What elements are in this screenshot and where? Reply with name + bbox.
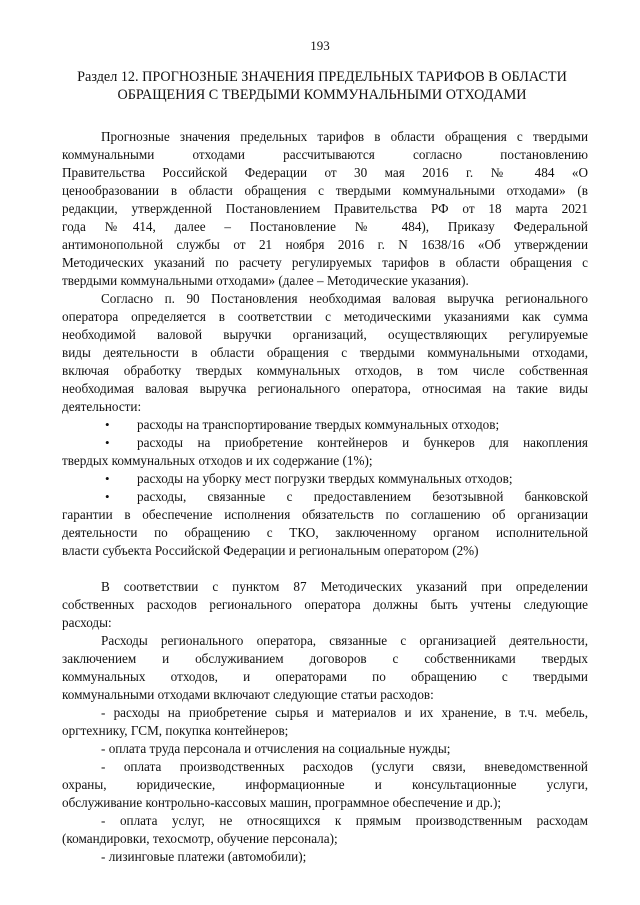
section-heading-line: ОБРАЩЕНИЯ С ТВЕРДЫМИ КОММУНАЛЬНЫМИ ОТХОДАМИ xyxy=(117,87,527,103)
bullet-line: твердых коммунальных отходов и их содержание (1%); xyxy=(62,453,373,468)
paragraph-line: антимонопольной службы от 21 ноября 2016 г. N 1638/16 «Об утверждении xyxy=(62,237,588,252)
list-item-line: оргтехнику, ГСМ, покупка контейнеров; xyxy=(62,723,289,738)
bullet-marker: • xyxy=(105,435,110,450)
list-item-line: - оплата производственных расходов (услуги связи, вневедомственной xyxy=(101,759,588,774)
paragraph-line: Правительства Российской Федерации от 30 мая 2016 г. № 484 «О xyxy=(62,165,588,180)
bullet-marker: • xyxy=(105,417,110,432)
paragraph-line: Прогнозные значения предельных тарифов в области обращения с твердыми xyxy=(101,129,588,144)
paragraph-line: года №414, далее – Постановление № 484), Приказу Федеральной xyxy=(62,219,588,234)
paragraph-line: коммунальными отходами рассчитываются согласно постановлению xyxy=(62,147,588,162)
bullet-marker: • xyxy=(105,489,110,504)
bullet-line: гарантии в обеспечение исполнения обязательств по соглашению об организации xyxy=(62,507,588,522)
paragraph-line: В соответствии с пунктом 87 Методических указаний при определении xyxy=(101,579,588,594)
paragraph-line: включая обработку твердых коммунальных отходов, в том числе собственная xyxy=(62,363,588,378)
list-item-line: - оплата услуг, не относящихся к прямым производственным расходам xyxy=(101,813,588,828)
paragraph-line: коммунальных отходов, и операторами по обращению с твердыми xyxy=(62,669,588,684)
list-item-line: - лизинговые платежи (автомобили); xyxy=(101,849,307,864)
bullet-marker: • xyxy=(105,471,110,486)
paragraph-line: оператора определяется в соответствии с методическими указаниями как сумма xyxy=(62,309,588,324)
bullet-line: расходы на уборку мест погрузки твердых коммунальных отходов; xyxy=(137,471,513,486)
paragraph-line: Согласно п. 90 Постановления необходимая валовая выручка регионального xyxy=(101,291,588,306)
bullet-line: расходы, связанные с предоставлением безотзывной банковской xyxy=(137,489,588,504)
paragraph-line: Методических указаний по расчету регулируемых тарифов в области обращения с xyxy=(62,255,588,270)
section-heading xyxy=(62,68,582,104)
bullet-line: расходы на транспортирование твердых коммунальных отходов; xyxy=(137,417,500,432)
paragraph-line: заключением и обслуживанием договоров с собственниками твердых xyxy=(62,651,588,666)
paragraph-line: собственных расходов регионального оператора должны быть учтены следующие xyxy=(62,597,588,612)
list-item-line: - оплата труда персонала и отчисления на социальные нужды; xyxy=(101,741,451,756)
paragraph-line: твердыми коммунальными отходами» (далее – Методические указания). xyxy=(62,273,469,288)
page-number: 193 xyxy=(310,38,330,53)
bullet-line: расходы на приобретение контейнеров и бункеров для накопления xyxy=(137,435,588,450)
paragraph-line: ценообразовании в области обращения с твердыми коммунальными отходами» (в xyxy=(62,183,588,198)
paragraph-line: коммунальными отходами включают следующие статьи расходов: xyxy=(62,687,434,702)
paragraph-line: редакции, утвержденной Постановлением Правительства РФ от 18 марта 2021 xyxy=(62,201,588,216)
paragraph-line: деятельности: xyxy=(62,399,142,414)
paragraph-line: расходы: xyxy=(62,615,112,630)
list-item-line: охраны, юридические, информационные и консультационные услуги, xyxy=(62,777,588,792)
list-item-line: (командировки, техосмотр, обучение персонала); xyxy=(62,831,338,846)
list-item-line: обслуживание контрольно-кассовых машин, программное обеспечение и др.); xyxy=(62,795,502,810)
list-item-line: - расходы на приобретение сырья и материалов и их хранение, в т.ч. мебель, xyxy=(101,705,588,720)
bullet-line: власти субъекта Российской Федерации и региональным оператором (2%) xyxy=(62,543,479,558)
paragraph-line: необходимая валовая выручка регионального оператора, относимая на такие виды xyxy=(62,381,588,396)
bullet-line: деятельности по обращению с ТКО, заключенному органом исполнительной xyxy=(62,525,588,540)
paragraph-line: виды деятельности в области обращения с твердыми коммунальными отходами, xyxy=(62,345,588,360)
paragraph-line: необходимой валовой выручки организаций, осуществляющих регулируемые xyxy=(62,327,588,342)
paragraph-line: Расходы регионального оператора, связанные с организацией деятельности, xyxy=(101,633,588,648)
section-heading-line: Раздел 12. ПРОГНОЗНЫЕ ЗНАЧЕНИЯ ПРЕДЕЛЬНЫХ ТАРИФОВ В ОБЛАСТИ xyxy=(77,69,567,85)
